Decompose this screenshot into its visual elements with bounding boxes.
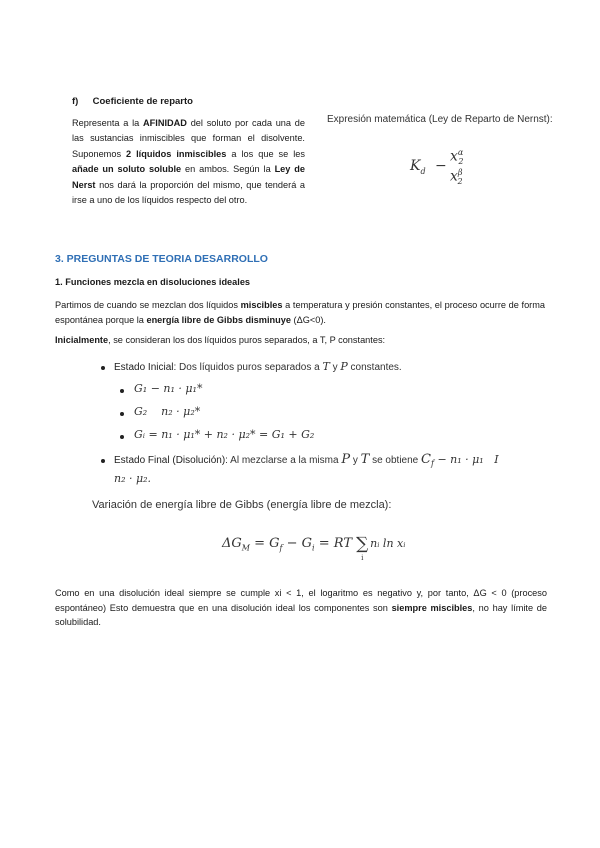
final-equation-line2: n₂ · μ₂. [114,472,152,485]
den-sub: 2 [457,177,463,187]
bold-run: añade un soluto soluble [72,164,182,175]
subsection-1-heading: 1. Funciones mezcla en disoluciones ideales [55,277,251,287]
text-run: y [350,455,361,466]
summation-symbol [356,534,370,562]
eq-mid: = G [249,536,280,551]
final-state-line [114,452,499,468]
bold-run: Inicialmente [55,335,109,345]
text-run: se obtiene [369,455,422,466]
equation-gi: Gᵢ = n₁ · μ₁* + n₂ · μ₂* = G₁ + G₂ [134,428,315,441]
bullet-icon [101,459,105,463]
m-subscript: M [241,543,250,553]
formula-denominator [450,168,463,186]
initial-paragraph [55,335,385,345]
sum-index: i [361,554,364,562]
affinity-paragraph [72,116,305,208]
c-subscript: f [430,459,434,468]
equation-g2: G₂ n₂ · μ₂* [134,405,201,418]
t-symbol: T [322,360,330,373]
section-f-title: Coeficiente de reparto [92,96,193,107]
text-run: : Al mezclarse a la misma [225,455,342,466]
text-run: del soluto por cada una de las sustancias inmiscibles que forman el disolvente. Suponemos [72,118,305,159]
text-run: Como en una disolución ideal siempre se cumple xi < 1, el logaritmo es negativo y, por tanto, ΔG < 0 (proceso espontáneo) Esto demuestra que en una disolución ideal los componentes son [55,588,547,613]
equation-g1: G₁ − n₁ · μ₁* [134,382,203,395]
eq-rhs: = RT [314,536,352,551]
text-run: constantes. [347,362,402,373]
section-f-heading [72,96,193,107]
bold-run: AFINIDAD [143,118,187,128]
text-run: a los que se les [226,148,305,159]
text-run: : Dos líquidos puros separados a [173,362,323,373]
text-run: , no hay límite de solubilidad. [55,602,547,628]
k-symbol: K [410,158,421,174]
final-equation-part: − n₁ · μ₁ I [433,453,499,466]
f-subscript: f [279,543,283,553]
bold-run: 2 líquidos inmiscibles [126,148,227,159]
k-subscript: d [420,166,426,176]
t-symbol: T [360,452,370,467]
formula-lhs [410,158,426,176]
text-run: Representa a la [72,118,144,128]
final-state-label: Estado Final (Disolución) [114,455,226,466]
gibbs-mixing-equation [222,532,406,562]
x-symbol: x [450,168,458,185]
delta-g: ΔG [222,536,242,551]
p-symbol: P [340,360,348,373]
conclusion-paragraph [55,586,547,630]
alpha-sup: α [457,148,464,157]
variation-title: Variación de energía libre de Gibbs (energía libre de mezcla): [92,499,392,511]
bullet-icon [120,389,124,393]
mixing-paragraph [55,298,545,327]
text-run: (ΔG<0). [290,314,326,325]
bold-run: miscibles [240,300,283,310]
text-run: , se consideran los dos líquidos puros separados, a T, P constantes: [108,335,386,345]
initial-state-label: Estado Inicial [114,362,174,373]
i-subscript: i [312,543,315,553]
text-run: en ambos. Según la [181,164,275,175]
text-run: y [329,362,341,373]
initial-state-line [114,360,402,373]
expression-title: Expresión matemática (Ley de Reparto de Nernst): [327,114,553,125]
bold-run: energía libre de Gibbs disminuye [146,314,291,325]
section-f-label: f) [72,96,79,107]
section-3-heading: 3. PREGUNTAS DE TEORIA DESARROLLO [55,253,268,265]
sigma: ∑ [356,534,369,554]
bold-run: siempre miscibles [391,602,473,613]
num-sub: 2 [458,157,464,167]
bold-run: Ley de Nerst [72,164,305,190]
text-run: Partimos de cuando se mezclan dos líquidos [55,300,241,310]
sum-term: nᵢ ln xᵢ [370,537,406,550]
x-symbol: x [450,148,458,165]
text-run: a temperatura y presión constantes, el proceso ocurre de forma espontánea porque la [55,300,546,325]
formula-operator: − [435,158,447,174]
text-run: nos dará la proporción del mismo, que tenderá a irse a uno de los líquidos respecto del otro. [72,179,305,206]
nernst-formula [410,148,470,187]
beta-sup: β [457,168,463,177]
bullet-icon [120,435,124,439]
formula-numerator [450,148,463,166]
eq-mid2: − G [282,536,313,551]
bullet-icon [101,366,105,370]
bullet-icon [120,412,124,416]
c-symbol: C [421,452,431,467]
p-symbol: P [341,452,351,467]
